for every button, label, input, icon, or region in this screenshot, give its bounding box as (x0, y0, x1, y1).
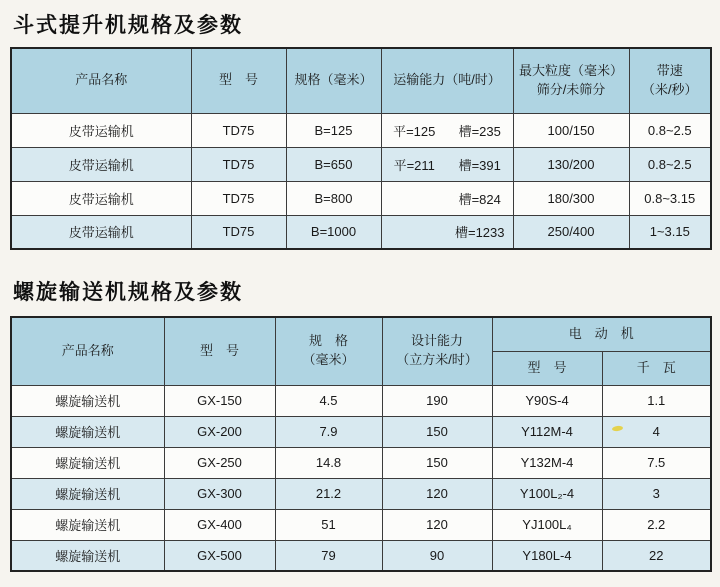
cell-transport-capacity (381, 147, 513, 181)
cell-spec-mm: 4.5 (275, 385, 382, 416)
header-max-particle-size (513, 48, 629, 113)
cell-motor-model: Y100L₂-4 (492, 478, 602, 509)
cell-spec: B=1000 (286, 215, 381, 249)
table-row (11, 147, 711, 181)
table-row (11, 509, 711, 540)
cell-motor-kw: 1.1 (602, 385, 711, 416)
cell-motor-kw: 3 (602, 478, 711, 509)
cell-model: TD75 (191, 215, 286, 249)
cell-capacity-flat (382, 189, 448, 208)
header-motor-model: 型 号 (492, 351, 602, 385)
cell-design-capacity: 150 (382, 416, 492, 447)
table-row (11, 447, 711, 478)
cell-particle-size: 100/150 (513, 113, 629, 147)
cell-model: GX-250 (164, 447, 275, 478)
cell-belt-speed: 1~3.15 (629, 215, 711, 249)
table-row (11, 416, 711, 447)
cell-motor-model: YJ100L₄ (492, 509, 602, 540)
cell-product-name: 皮带运输机 (11, 147, 191, 181)
cell-belt-speed: 0.8~2.5 (629, 113, 711, 147)
cell-particle-size: 130/200 (513, 147, 629, 181)
cell-capacity-trough: 槽=824 (458, 191, 501, 207)
cell-capacity-flat (382, 222, 448, 241)
cell-motor-model: Y180L-4 (492, 540, 602, 571)
bucket-elevator-table (10, 47, 712, 250)
header-product-name: 产品名称 (11, 317, 164, 385)
header-product-name: 产品名称 (11, 48, 191, 113)
cell-design-capacity: 150 (382, 447, 492, 478)
cell-capacity-flat: 平=211 (393, 157, 435, 173)
cell-design-capacity: 120 (382, 478, 492, 509)
table-row (11, 113, 711, 147)
cell-product-name: 螺旋输送机 (11, 509, 164, 540)
header-design-capacity-line2: （立方米/时） (396, 352, 478, 368)
cell-transport-capacity (381, 113, 513, 147)
cell-motor-model: Y132M-4 (492, 447, 602, 478)
header-design-capacity-line1: 设计能力 (410, 333, 463, 349)
header-transport-capacity: 运输能力（吨/时） (381, 48, 513, 113)
cell-model: GX-500 (164, 540, 275, 571)
cell-spec: B=800 (286, 181, 381, 215)
screw-conveyor-table (10, 316, 712, 572)
header-model: 型 号 (164, 317, 275, 385)
header-max-particle-line1: 最大粒度（毫米） (518, 62, 623, 78)
cell-product-name: 皮带运输机 (11, 215, 191, 249)
header-spec-mm: 规格（毫米） (286, 48, 381, 113)
header-design-capacity (382, 317, 492, 385)
header-spec-line1: 规 格 (308, 333, 348, 349)
cell-design-capacity: 190 (382, 385, 492, 416)
cell-motor-model: Y112M-4 (492, 416, 602, 447)
header-belt-speed (629, 48, 711, 113)
cell-belt-speed: 0.8~3.15 (629, 181, 711, 215)
header-spec-line2: （毫米） (302, 352, 355, 368)
cell-product-name: 螺旋输送机 (11, 540, 164, 571)
header-belt-speed-line2: （米/秒） (641, 81, 698, 97)
header-model: 型 号 (191, 48, 286, 113)
cell-product-name: 皮带运输机 (11, 181, 191, 215)
cell-spec: B=125 (286, 113, 381, 147)
cell-product-name: 皮带运输机 (11, 113, 191, 147)
cell-model: GX-150 (164, 385, 275, 416)
cell-product-name: 螺旋输送机 (11, 416, 164, 447)
cell-spec-mm: 51 (275, 509, 382, 540)
cell-model: TD75 (191, 113, 286, 147)
cell-model: TD75 (191, 181, 286, 215)
cell-motor-model: Y90S-4 (492, 385, 602, 416)
cell-motor-kw: 7.5 (602, 447, 711, 478)
cell-capacity-flat: 平=125 (393, 123, 436, 139)
cell-motor-kw: 2.2 (602, 509, 711, 540)
cell-particle-size: 180/300 (513, 181, 629, 215)
header-motor-group: 电 动 机 (492, 317, 711, 351)
table-row (11, 181, 711, 215)
cell-capacity-trough: 槽=1233 (454, 225, 505, 241)
table-row (11, 478, 711, 509)
cell-spec-mm: 14.8 (275, 447, 382, 478)
cell-model: GX-300 (164, 478, 275, 509)
cell-design-capacity: 120 (382, 509, 492, 540)
header-motor-kw: 千 瓦 (602, 351, 711, 385)
screw-header-group-row (11, 317, 711, 351)
cell-belt-speed: 0.8~2.5 (629, 147, 711, 181)
cell-spec-mm: 79 (275, 540, 382, 571)
cell-spec-mm: 21.2 (275, 478, 382, 509)
cell-particle-size: 250/400 (513, 215, 629, 249)
cell-model: GX-200 (164, 416, 275, 447)
cell-capacity-trough: 槽=391 (458, 157, 501, 173)
cell-motor-kw: 4 (602, 416, 711, 447)
table-row (11, 540, 711, 571)
header-belt-speed-line1: 带速 (656, 62, 683, 78)
header-max-particle-line2: 筛分/未筛分 (536, 81, 606, 97)
cell-product-name: 螺旋输送机 (11, 447, 164, 478)
cell-product-name: 螺旋输送机 (11, 478, 164, 509)
cell-model: TD75 (191, 147, 286, 181)
cell-design-capacity: 90 (382, 540, 492, 571)
cell-capacity-trough: 槽=235 (458, 123, 501, 139)
cell-product-name: 螺旋输送机 (11, 385, 164, 416)
cell-motor-kw: 22 (602, 540, 711, 571)
cell-spec-mm: 7.9 (275, 416, 382, 447)
table-row (11, 215, 711, 249)
cell-spec: B=650 (286, 147, 381, 181)
table-row (11, 385, 711, 416)
screw-conveyor-title: 螺旋输送机规格及参数 (13, 281, 243, 304)
bucket-elevator-title: 斗式提升机规格及参数 (13, 14, 243, 37)
cell-transport-capacity (381, 181, 513, 215)
bucket-header-row (11, 48, 711, 113)
header-spec-mm (275, 317, 382, 385)
cell-model: GX-400 (164, 509, 275, 540)
cell-transport-capacity (381, 215, 513, 249)
